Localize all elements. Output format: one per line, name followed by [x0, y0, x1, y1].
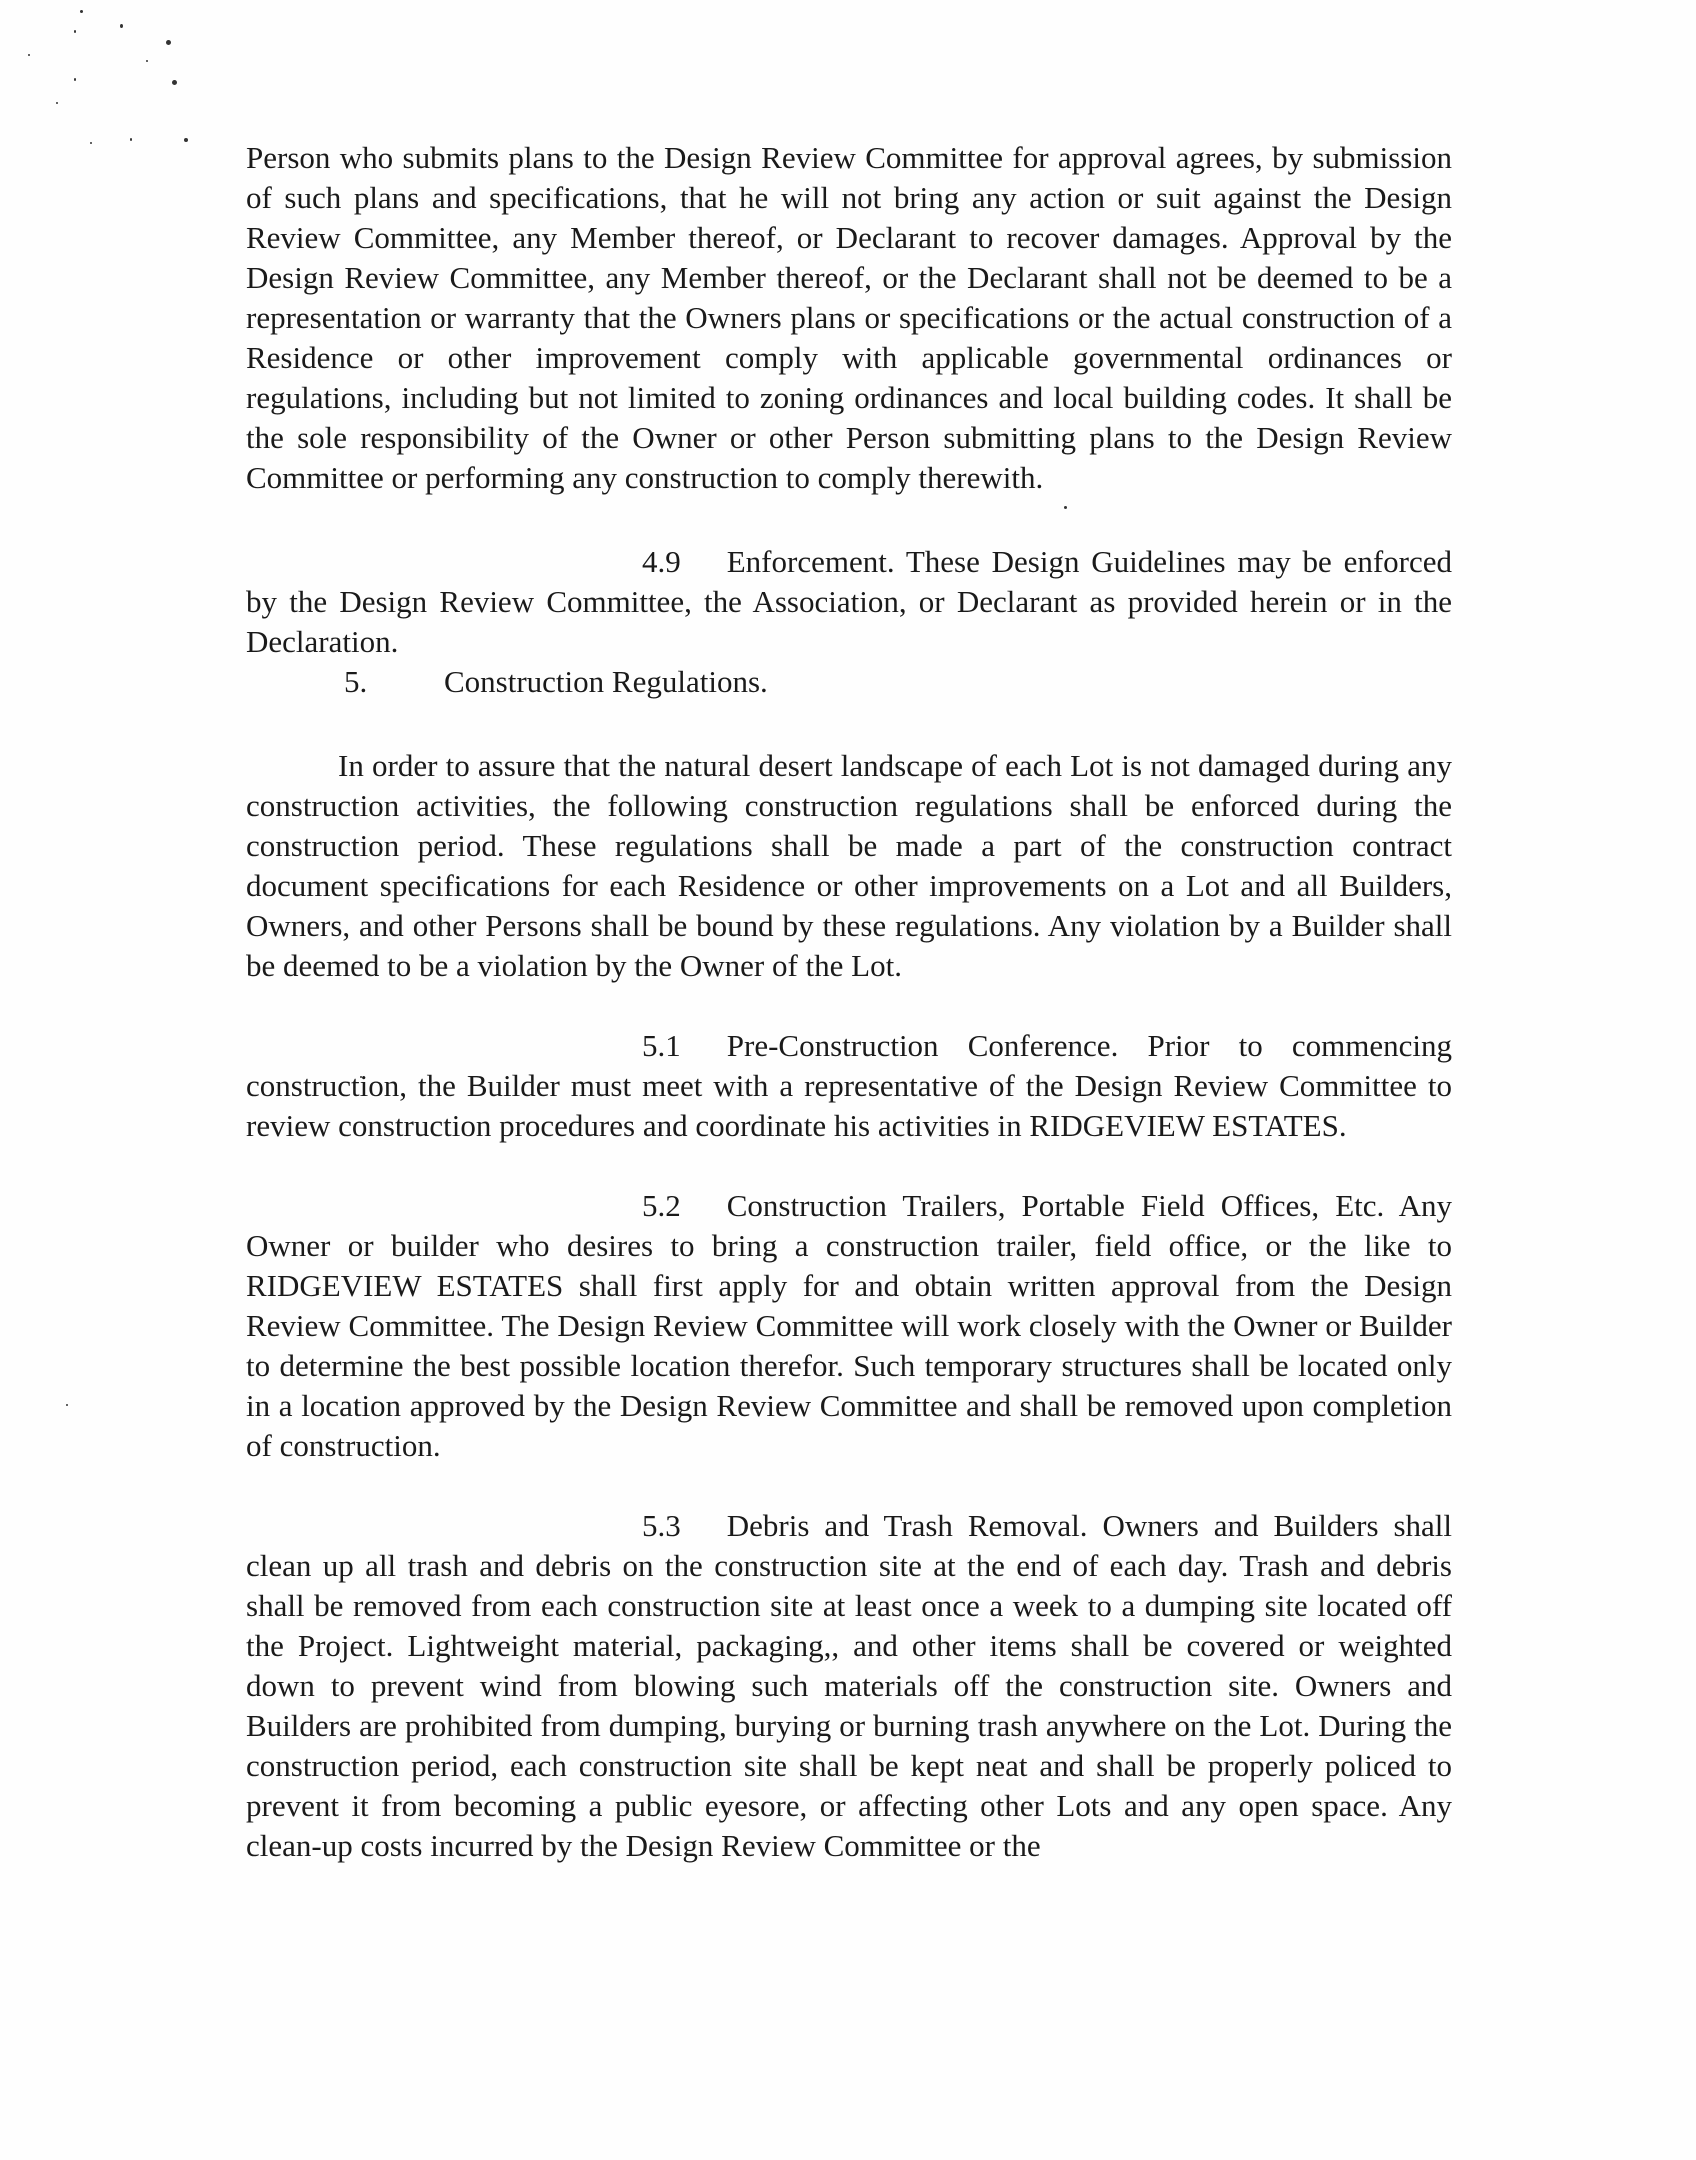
section-text: Debris and Trash Removal. Owners and Builders shall clean up all trash and debris on the construction site at the end of each day. Trash and debris shall be removed from each construction site at least once a week to a dumping site located off the Project. Lightweight material, packaging,, and other items shall be covered or weighted down to prevent wind from blowing such materials off the construction site. Owners and Builders are prohibited from dumping, burying or burning trash anywhere on the Lot. During the construction period, each construction site shall be kept neat and shall be properly policed to prevent it from becoming a public eyesore, or affecting other Lots and any open space. Any clean-up costs incurred by the Design Review Committee or the: [246, 1508, 1452, 1863]
document-body: [246, 138, 1452, 1866]
section-5-3: [246, 1506, 1452, 1866]
section-text: Pre-Construction Conference. Prior to commencing construction, the Builder must meet with a representative of the Design Review Committee to review construction procedures and coordinate his activities in RIDGEVIEW ESTATES.: [246, 1028, 1452, 1143]
section-number: 5.1: [642, 1028, 681, 1063]
section-5-intro: In order to assure that the natural desert landscape of each Lot is not damaged during any construction activities, the following construction regulations shall be enforced during the construction period. These regulations shall be made a part of the construction contract document specifications for each Residence or other improvements on a Lot and all Builders, Owners, and other Persons shall be bound by these regulations. Any violation by a Builder shall be deemed to be a violation by the Owner of the Lot.: [246, 748, 1452, 983]
heading-title: Construction Regulations.: [444, 664, 768, 699]
section-5-1: [246, 1026, 1452, 1146]
section-number: 5.2: [642, 1188, 681, 1223]
section-text: Construction Trailers, Portable Field Offices, Etc. Any Owner or builder who desires to bring a construction trailer, field office, or the like to RIDGEVIEW ESTATES shall first apply for and obtain written approval from the Design Review Committee. The Design Review Committee will work closely with the Owner or Builder to determine the best possible location therefor. Such temporary structures shall be located only in a location approved by the Design Review Committee and shall be removed upon completion of construction.: [246, 1188, 1452, 1463]
section-number: 5.3: [642, 1508, 681, 1543]
heading-number: 5.: [344, 664, 368, 699]
paragraph-continued: Person who submits plans to the Design Review Committee for approval agrees, by submission of such plans and specifications, that he will not bring any action or suit against the Design Review Committee, any Member thereof, or Declarant to recover damages. Approval by the Design Review Committee, any Member thereof, or the Declarant shall not be deemed to be a representation or warranty that the Owners plans or specifications or the actual construction of a Residence or other improvement comply with applicable governmental ordinances or regulations, including but not limited to zoning ordinances and local building codes. It shall be the sole responsibility of the Owner or other Person submitting plans to the Design Review Committee or performing any construction to comply therewith.: [246, 140, 1452, 495]
section-text: Enforcement. These Design Guidelines may be enforced by the Design Review Committee, the Association, or Declarant as provided herein or in the Declaration.: [246, 544, 1452, 659]
section-number: 4.9: [642, 544, 681, 579]
section-5-heading: [246, 662, 1452, 702]
section-4-9: [246, 542, 1452, 662]
section-5-2: [246, 1186, 1452, 1466]
